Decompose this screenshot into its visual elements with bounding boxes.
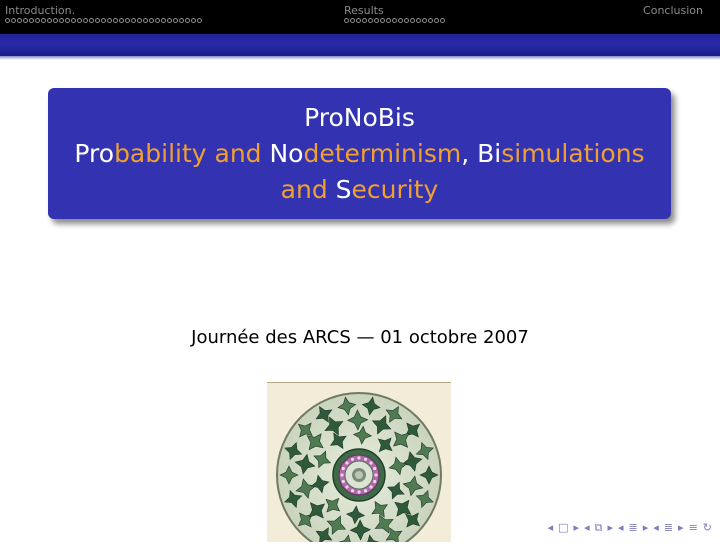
ring-bead bbox=[374, 473, 377, 476]
nav-slide-dot[interactable] bbox=[53, 18, 58, 23]
title-heading: ProNoBis bbox=[304, 103, 415, 132]
ring-bead bbox=[342, 467, 345, 470]
section-box-icon[interactable]: ≣ bbox=[628, 521, 638, 534]
nav-section-conclusion[interactable] bbox=[643, 4, 703, 17]
nav-slide-dot[interactable] bbox=[101, 18, 106, 23]
navigation-bar bbox=[0, 0, 720, 34]
nav-slide-dot[interactable] bbox=[29, 18, 34, 23]
title-subtitle-line-2 bbox=[48, 172, 671, 208]
slide-right-icon[interactable]: ▸ bbox=[678, 521, 684, 534]
nav-slide-dot[interactable] bbox=[179, 18, 184, 23]
nav-slide-dot[interactable] bbox=[434, 18, 439, 23]
nav-slide-dot[interactable] bbox=[77, 18, 82, 23]
escher-picture bbox=[267, 382, 451, 542]
line2-segment: , Bi bbox=[461, 139, 502, 168]
nav-slide-dot[interactable] bbox=[422, 18, 427, 23]
section-left-icon[interactable]: ◂ bbox=[618, 521, 624, 534]
ring-bead bbox=[340, 473, 343, 476]
nav-slide-dot[interactable] bbox=[410, 18, 415, 23]
nav-section-label[interactable]: Results bbox=[344, 4, 384, 17]
nav-slide-dot[interactable] bbox=[197, 18, 202, 23]
beamer-navigation-controls bbox=[548, 522, 712, 534]
line2-segment: simulations bbox=[501, 139, 645, 168]
nav-slide-dot[interactable] bbox=[161, 18, 166, 23]
nav-slide-dot[interactable] bbox=[185, 18, 190, 23]
header-fade bbox=[0, 56, 720, 60]
nav-slide-dot[interactable] bbox=[149, 18, 154, 23]
subsection-left-icon[interactable]: ◂ bbox=[584, 521, 590, 534]
nav-slide-dot[interactable] bbox=[350, 18, 355, 23]
nav-slide-dot[interactable] bbox=[173, 18, 178, 23]
nav-slide-dots-introduction[interactable] bbox=[5, 18, 202, 23]
nav-slide-dot[interactable] bbox=[89, 18, 94, 23]
nav-slide-dot[interactable] bbox=[23, 18, 28, 23]
nav-slide-dot[interactable] bbox=[35, 18, 40, 23]
nav-slide-dot[interactable] bbox=[137, 18, 142, 23]
ring-bead bbox=[351, 458, 354, 461]
nav-slide-dot[interactable] bbox=[398, 18, 403, 23]
align-icon[interactable]: ≡ bbox=[688, 521, 698, 534]
title-subtitle-line-1 bbox=[48, 136, 671, 172]
nav-slide-dot[interactable] bbox=[107, 18, 112, 23]
line3-segment: S bbox=[335, 175, 352, 204]
ring-bead bbox=[373, 480, 376, 483]
slide-box-icon[interactable]: ≣ bbox=[663, 521, 674, 534]
ring-bead bbox=[342, 480, 345, 483]
line3-segment: ecurity bbox=[351, 175, 439, 204]
ring-bead bbox=[357, 456, 360, 459]
line2-segment: Pro bbox=[74, 139, 115, 168]
search-icon[interactable]: ↻ bbox=[702, 521, 712, 534]
ring-bead bbox=[351, 489, 354, 492]
nav-slide-dot[interactable] bbox=[416, 18, 421, 23]
ring-bead bbox=[369, 461, 372, 464]
ring-bead bbox=[345, 461, 348, 464]
line2-segment: bability and bbox=[114, 139, 270, 168]
line3-segment: and bbox=[280, 175, 336, 204]
ring-bead bbox=[364, 489, 367, 492]
ring-bead bbox=[369, 485, 372, 488]
nav-slide-dot[interactable] bbox=[155, 18, 160, 23]
ring-bead bbox=[373, 467, 376, 470]
nav-slide-dot[interactable] bbox=[65, 18, 70, 23]
ring-bead bbox=[357, 490, 360, 493]
nav-slide-dot[interactable] bbox=[17, 18, 22, 23]
nav-slide-dot[interactable] bbox=[41, 18, 46, 23]
nav-slide-dot[interactable] bbox=[167, 18, 172, 23]
nav-slide-dot[interactable] bbox=[380, 18, 385, 23]
header-stripe bbox=[0, 34, 720, 56]
nav-slide-dot[interactable] bbox=[125, 18, 130, 23]
circle-limit-image bbox=[267, 383, 451, 542]
frame-right-icon[interactable]: ▸ bbox=[573, 521, 580, 534]
nav-section-results[interactable] bbox=[344, 4, 384, 17]
nav-slide-dot[interactable] bbox=[362, 18, 367, 23]
nav-slide-dot[interactable] bbox=[404, 18, 409, 23]
nav-slide-dot[interactable] bbox=[5, 18, 10, 23]
nav-slide-dot[interactable] bbox=[113, 18, 118, 23]
nav-slide-dot[interactable] bbox=[428, 18, 433, 23]
nav-slide-dot[interactable] bbox=[83, 18, 88, 23]
nav-slide-dot[interactable] bbox=[386, 18, 391, 23]
ring-bead bbox=[345, 485, 348, 488]
title-box bbox=[48, 88, 671, 219]
nav-slide-dot[interactable] bbox=[440, 18, 445, 23]
nav-section-label[interactable]: Introduction. bbox=[5, 4, 76, 17]
frame-left-icon[interactable]: ◂ bbox=[547, 521, 554, 534]
nav-slide-dot[interactable] bbox=[71, 18, 76, 23]
subsection-box-icon[interactable]: ⧉ bbox=[594, 521, 603, 534]
nav-slide-dot[interactable] bbox=[344, 18, 349, 23]
nav-slide-dot[interactable] bbox=[119, 18, 124, 23]
line2-segment: No bbox=[269, 139, 304, 168]
event-date: Journée des ARCS — 01 octobre 2007 bbox=[191, 327, 529, 348]
nav-slide-dot[interactable] bbox=[374, 18, 379, 23]
nav-section-introduction[interactable] bbox=[5, 4, 75, 17]
frame-box-icon[interactable]: □ bbox=[558, 521, 569, 534]
nav-slide-dot[interactable] bbox=[11, 18, 16, 23]
subsection-right-icon[interactable]: ▸ bbox=[607, 521, 613, 534]
nav-slide-dot[interactable] bbox=[143, 18, 148, 23]
section-right-icon[interactable]: ▸ bbox=[642, 521, 649, 534]
nav-slide-dot[interactable] bbox=[368, 18, 373, 23]
nav-slide-dot[interactable] bbox=[356, 18, 361, 23]
nav-slide-dots-results[interactable] bbox=[344, 18, 445, 23]
nav-slide-dot[interactable] bbox=[47, 18, 52, 23]
nav-slide-dot[interactable] bbox=[191, 18, 196, 23]
slide-left-icon[interactable]: ◂ bbox=[653, 521, 659, 534]
nav-slide-dot[interactable] bbox=[59, 18, 64, 23]
line2-segment: determinism bbox=[303, 139, 462, 168]
nav-section-label[interactable]: Conclusion bbox=[643, 4, 703, 17]
nav-slide-dot[interactable] bbox=[131, 18, 136, 23]
ring-bead bbox=[364, 458, 367, 461]
nav-slide-dot[interactable] bbox=[392, 18, 397, 23]
nav-slide-dot[interactable] bbox=[95, 18, 100, 23]
